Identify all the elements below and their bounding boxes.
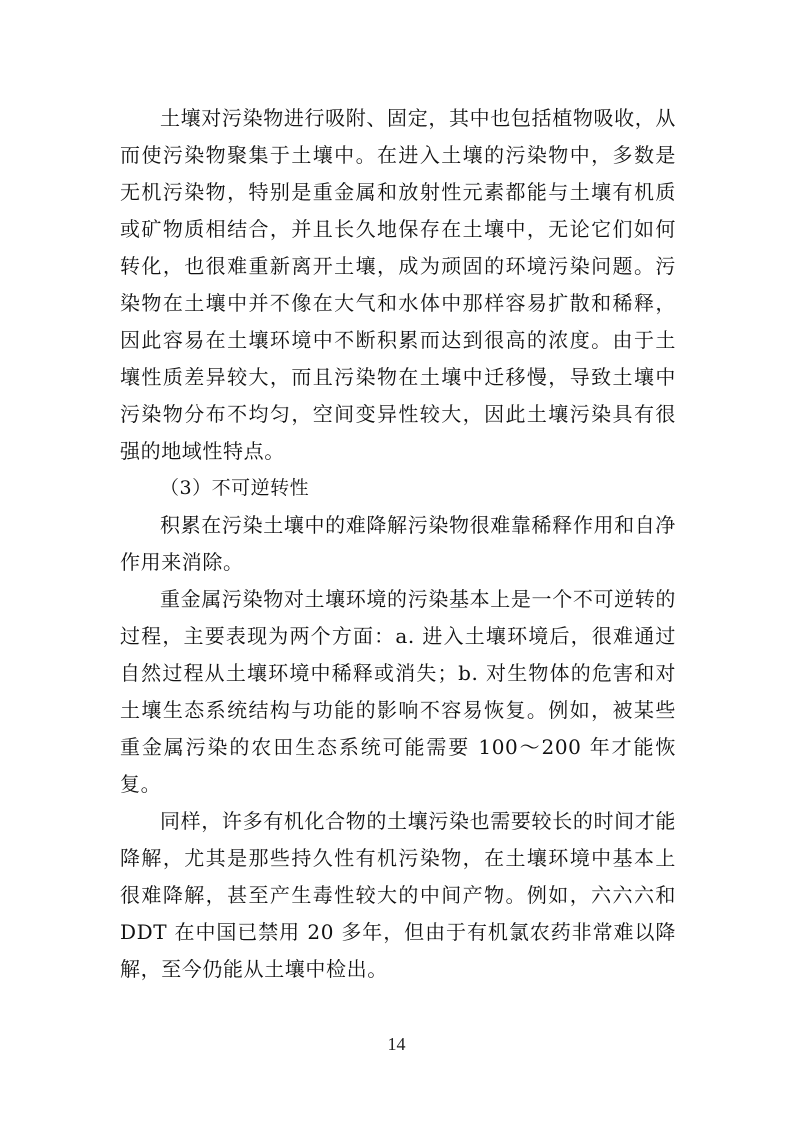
page-number: 14	[387, 1034, 406, 1054]
paragraph-organic-compounds: 同样，许多有机化合物的土壤污染也需要较长的时间才能降解，尤其是那些持久性有机污染物，在土壤环境中基本上很难降解，甚至产生毒性较大的中间产物。例如，六六六和 DDT 在中国已禁用 20 多年，但由于有机氯农药非常难以降解，至今仍能从土壤中检出。	[120, 809, 676, 981]
section-heading-irreversibility: （3）不可逆转性	[160, 477, 310, 499]
paragraph-heavy-metals: 重金属污染物对土壤环境的污染基本上是一个不可逆转的过程，主要表现为两个方面：a. 进入土壤环境后，很难通过自然过程从土壤环境中稀释或消失；b. 对生物体的危害和对土壤生态系统结构与功能的影响不容易恢复。例如，被某些重金属污染的农田生态系统可能需要 100～200 年才能恢复。	[120, 587, 676, 796]
paragraph-soil-accumulation: 土壤对污染物进行吸附、固定，其中也包括植物吸收，从而使污染物聚集于土壤中。在进入土壤的污染物中，多数是无机污染物，特别是重金属和放射性元素都能与土壤有机质或矿物质相结合，并且长久地保存在土壤中，无论它们如何转化，也很难重新离开土壤，成为顽固的环境污染问题。污染物在土壤中并不像在大气和水体中那样容易扩散和稀释，因此容易在土壤环境中不断积累而达到很高的浓度。由于土壤性质差异较大，而且污染物在土壤中迁移慢，导致土壤中污染物分布不均匀，空间变异性较大，因此土壤污染具有很强的地域性特点。	[120, 106, 676, 463]
document-body	[120, 100, 676, 988]
paragraph-accumulated-pollutants: 积累在污染土壤中的难降解污染物很难靠稀释作用和自净作用来消除。	[120, 513, 676, 574]
